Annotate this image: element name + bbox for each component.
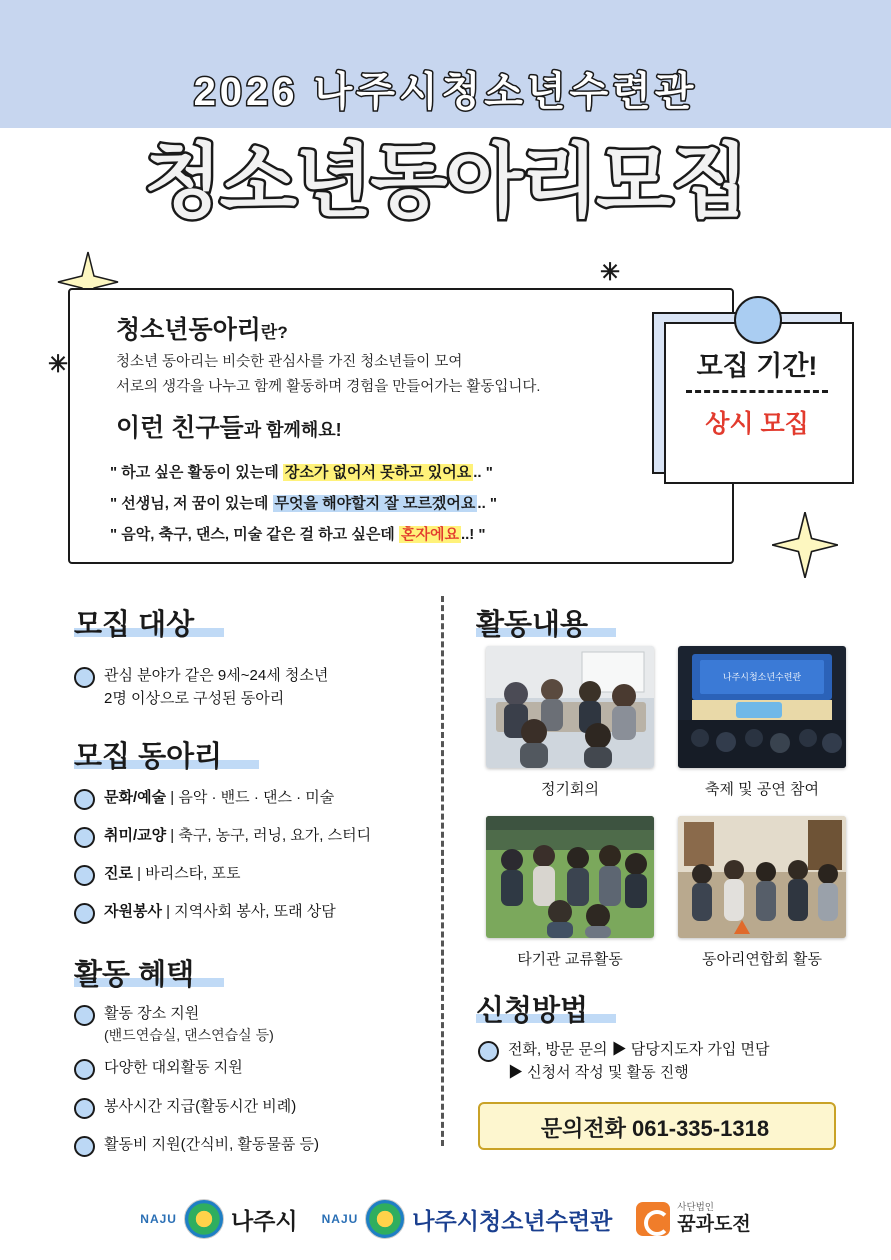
bullet-icon: [74, 789, 95, 810]
intro-quote-1: [110, 458, 497, 489]
intro-heading2-strong: 이런 친구들: [116, 414, 244, 442]
bullet-icon: [74, 1098, 95, 1119]
intro-heading: [116, 310, 288, 346]
benefit-4-line1: 활동비 지원(간식비, 활동물품 등): [104, 1136, 320, 1153]
club-1-category: 문화/예술: [104, 789, 167, 806]
club-4-category: 자원봉사: [104, 903, 162, 920]
club-3-detail: | 바리스타, 포토: [132, 865, 241, 882]
bullet-icon: [74, 1005, 95, 1026]
section-title-target: 모집 대상: [74, 609, 195, 641]
target-line2: 2명 이상으로 구성된 동아리: [104, 690, 285, 708]
list-item: [74, 1095, 424, 1119]
spark-tick-icon: ✳: [600, 259, 621, 286]
quote-3-post: ..! ": [460, 525, 486, 543]
section-title-activities: 활동내용: [476, 609, 589, 641]
benefit-1-line1: 활동 장소 지원: [104, 1005, 200, 1022]
page-title: 청소년동아리모집: [144, 137, 747, 226]
club-2-detail: | 축구, 농구, 러닝, 요가, 스터디: [166, 827, 372, 844]
list-item: [74, 786, 424, 810]
bullet-icon: [74, 667, 95, 688]
list-item: [74, 1133, 424, 1157]
bullet-icon: [74, 1059, 95, 1080]
intro-heading-suffix: 란?: [260, 323, 288, 342]
quote-2-pre: " 선생님, 저 꿈이 있는데: [110, 494, 273, 512]
intro-description: [116, 350, 540, 401]
activity-photo-3-caption: 타기관 교류활동: [517, 951, 623, 968]
period-card-value: 상시 모집: [705, 410, 809, 438]
logo-org: [636, 1202, 750, 1236]
center-mark-text: NAJU: [321, 1212, 359, 1226]
center-name-label: 나주시청소년수련관: [412, 1207, 613, 1234]
intro-quote-2: [110, 489, 497, 520]
activity-photo-4-caption: 동아리연합회 활동: [701, 951, 823, 968]
bullet-icon: [74, 865, 95, 886]
section-title-apply: 신청방법: [476, 995, 589, 1027]
contact-phone-label: 문의전화 061-335-1318: [540, 1116, 770, 1141]
naju-mark-text: NAJU: [140, 1212, 177, 1226]
list-item: [74, 862, 434, 886]
sparkle-icon: [770, 510, 840, 580]
quote-1-post: .. ": [473, 464, 493, 481]
intro-heading-strong: 청소년동아리: [116, 316, 261, 344]
bullet-icon: [74, 827, 95, 848]
list-item: [74, 1056, 424, 1080]
benefit-2-line1: 다양한 대외활동 지원: [104, 1059, 243, 1076]
org-type-label: 사단법인: [677, 1201, 714, 1213]
activity-photo-2-caption: 축제 및 공연 참여: [705, 781, 819, 798]
footer-logos: [0, 1178, 891, 1260]
logo-youth-center: [322, 1199, 613, 1239]
list-item: [478, 1038, 848, 1085]
column-divider: [441, 596, 444, 1146]
org-emblem-icon: [636, 1202, 670, 1236]
page-subtitle: 2026 나주시청소년수련관: [193, 70, 698, 114]
spark-tick-icon: ✳: [48, 351, 69, 378]
bullet-icon: [74, 1136, 95, 1157]
intro-description-line2: 서로의 생각을 나누고 함께 활동하며 경험을 만들어가는 활동입니다.: [116, 379, 541, 396]
activity-photo-1-caption: 정기회의: [541, 781, 599, 798]
club-2-category: 취미/교양: [104, 827, 167, 844]
org-name-label: 꿈과도전: [677, 1213, 751, 1235]
svg-text:나주시청소년수련관: 나주시청소년수련관: [722, 672, 802, 682]
activity-photo-3: [486, 816, 654, 938]
quote-3-highlight: 혼자에요: [400, 525, 459, 543]
intro-heading2: [116, 408, 342, 444]
intro-quote-list: [110, 458, 497, 550]
bullet-icon: [478, 1041, 499, 1062]
intro-heading2-suffix: 과 함께해요!: [243, 420, 342, 440]
apply-line2: ▶ 신청서 작성 및 활동 진행: [508, 1064, 689, 1082]
quote-2-highlight: 무엇을 해야할지 잘 모르겠어요: [274, 494, 476, 512]
intro-quote-3: [110, 520, 497, 551]
quote-2-post: .. ": [477, 494, 498, 512]
quote-1-highlight: 장소가 없어서 못하고 있어요: [284, 464, 472, 481]
logo-naju-city: [140, 1199, 297, 1239]
club-3-category: 진로: [104, 865, 133, 882]
target-line1: 관심 분야가 같은 9세~24세 청소년: [104, 667, 329, 684]
period-card-title: 모집 기간!: [696, 351, 818, 381]
quote-3-pre: " 음악, 축구, 댄스, 미술 같은 걸 하고 싶은데: [110, 525, 399, 543]
activity-photo-4: [678, 816, 846, 938]
naju-emblem-icon: [184, 1199, 224, 1239]
list-item: [74, 824, 434, 848]
bullet-icon: [74, 903, 95, 924]
section-title-clubs: 모집 동아리: [74, 741, 223, 773]
intro-description-line1: 청소년 동아리는 비슷한 관심사를 가진 청소년들이 모여: [116, 354, 463, 370]
naju-city-label: 나주시: [230, 1207, 298, 1234]
club-4-detail: | 지역사회 봉사, 또래 상담: [161, 903, 336, 920]
list-item: [74, 900, 434, 924]
period-card-dot: [734, 296, 782, 344]
period-card-divider: [686, 390, 828, 393]
section-title-benefits: 활동 혜택: [74, 959, 195, 991]
list-item: [74, 1002, 424, 1047]
benefit-3-line1: 봉사시간 지급(활동시간 비례): [104, 1098, 297, 1115]
list-item: [74, 664, 414, 711]
apply-line1: 전화, 방문 문의 ▶ 담당지도자 가입 면담: [508, 1041, 770, 1058]
activity-photo-2: [678, 646, 846, 768]
benefit-1-line2: (밴드연습실, 댄스연습실 등): [104, 1027, 274, 1044]
club-1-detail: | 음악 · 밴드 · 댄스 · 미술: [166, 789, 335, 806]
center-emblem-icon: [365, 1199, 405, 1239]
activity-photo-1: [486, 646, 654, 768]
quote-1-pre: " 하고 싶은 활동이 있는데: [110, 464, 283, 481]
